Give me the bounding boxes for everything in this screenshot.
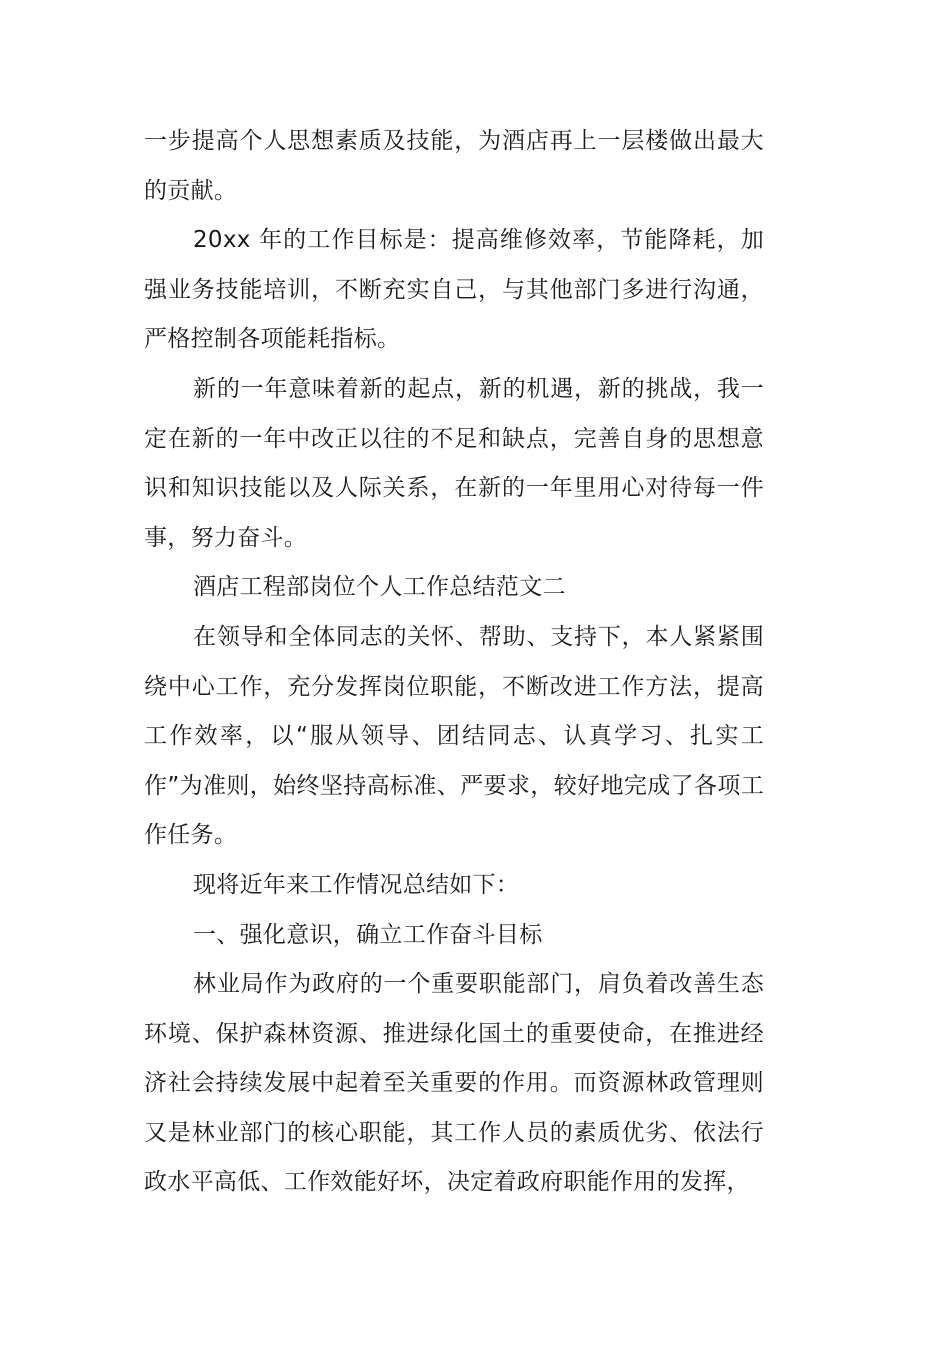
document-body [144, 117, 764, 1208]
paragraph-5: 在领导和全体同志的关怀、帮助、支持下，本人紧紧围绕中心工作，充分发挥岗位职能，不断改进工作方法，提高工作效率，以“服从领导、团结同志、认真学习、扎实工作”为准则，始终坚持高标准、严要求，较好地完成了各项工作任务。 [144, 623, 764, 849]
paragraph-1: 一步提高个人思想素质及技能，为酒店再上一层楼做出最大的贡献。 [144, 128, 764, 204]
paragraph-6: 现将近年来工作情况总结如下： [193, 871, 520, 898]
heading-1: 一、强化意识，确立工作奋斗目标 [193, 921, 543, 948]
paragraph-2: 20xx 年的工作目标是：提高维修效率，节能降耗，加强业务技能培训，不断充实自己，与其他部门多进行沟通，严格控制各项能耗指标。 [144, 227, 764, 353]
section-title-2: 酒店工程部岗位个人工作总结范文二 [193, 574, 566, 601]
paragraph-8: 林业局作为政府的一个重要职能部门，肩负着改善生态环境、保护森林资源、推进绿化国土的重要使命，在推进经济社会持续发展中起着至关重要的作用。而资源林政管理则又是林业部门的核心职能，其工作人员的素质优劣、依法行政水平高低、工作效能好坏，决定着政府职能作用的发挥， [144, 971, 764, 1196]
paragraph-3: 新的一年意味着新的起点，新的机遇，新的挑战，我一定在新的一年中改正以往的不足和缺点，完善自身的思想意识和知识技能以及人际关系，在新的一年里用心对待每一件事，努力奋斗。 [144, 375, 764, 551]
